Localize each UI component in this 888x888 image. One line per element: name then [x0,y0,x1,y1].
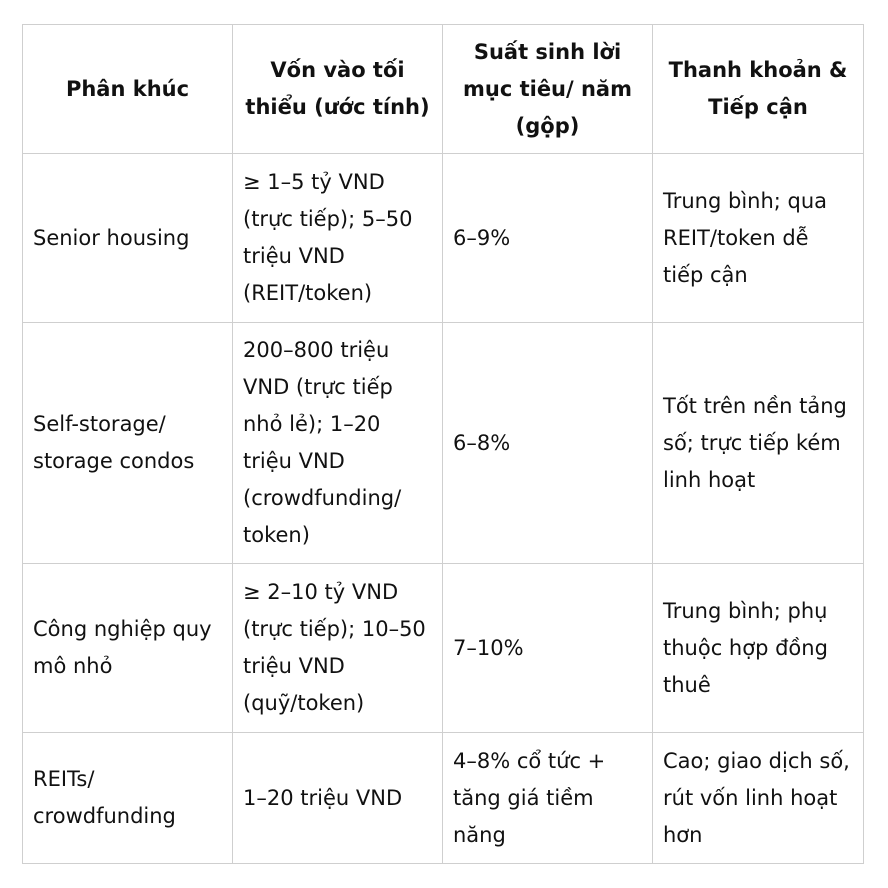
cell-segment: Senior housing [23,154,233,323]
cell-min-capital: ≥ 1–5 tỷ VND (trực tiếp); 5–50 triệu VND (REIT/token) [233,154,443,323]
cell-segment: Self-storage/ storage condos [23,323,233,564]
header-min-capital: Vốn vào tối thiểu (ước tính) [233,25,443,154]
header-liquidity-access: Thanh khoản & Tiếp cận [653,25,864,154]
header-target-return: Suất sinh lời mục tiêu/ năm (gộp) [443,25,653,154]
cell-target-return: 6–9% [443,154,653,323]
cell-target-return: 7–10% [443,564,653,733]
comparison-table-container [22,24,863,864]
table-header-row [23,25,864,154]
cell-target-return: 4–8% cổ tức + tăng giá tiềm năng [443,733,653,864]
cell-min-capital: ≥ 2–10 tỷ VND (trực tiếp); 10–50 triệu VND (quỹ/token) [233,564,443,733]
cell-liquidity-access: Trung bình; phụ thuộc hợp đồng thuê [653,564,864,733]
header-segment: Phân khúc [23,25,233,154]
cell-liquidity-access: Tốt trên nền tảng số; trực tiếp kém linh hoạt [653,323,864,564]
cell-min-capital: 1–20 triệu VND [233,733,443,864]
cell-segment: Công nghiệp quy mô nhỏ [23,564,233,733]
investment-segments-table [22,24,864,864]
table-row [23,564,864,733]
cell-liquidity-access: Trung bình; qua REIT/token dễ tiếp cận [653,154,864,323]
table-row [23,154,864,323]
cell-segment: REITs/ crowdfunding [23,733,233,864]
cell-min-capital: 200–800 triệu VND (trực tiếp nhỏ lẻ); 1–20 triệu VND (crowdfunding/ token) [233,323,443,564]
cell-target-return: 6–8% [443,323,653,564]
cell-liquidity-access: Cao; giao dịch số, rút vốn linh hoạt hơn [653,733,864,864]
table-row [23,323,864,564]
table-row [23,733,864,864]
